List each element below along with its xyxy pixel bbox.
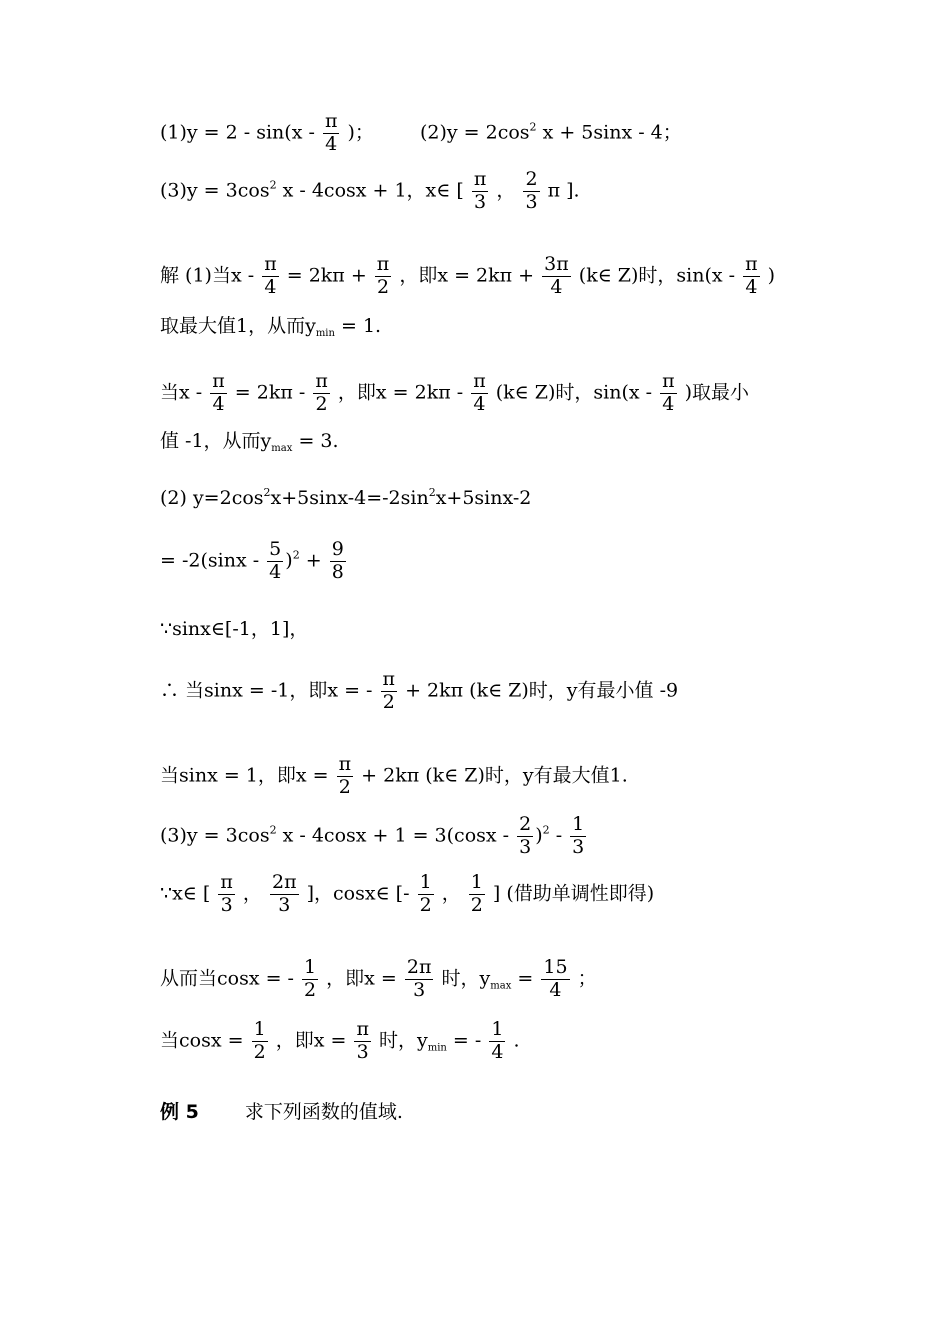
- text: ): [535, 824, 543, 847]
- fraction: [660, 372, 677, 415]
- solution-1-min: [160, 372, 749, 415]
- fraction: [330, 540, 346, 583]
- fraction: [302, 958, 318, 1001]
- denominator: 4: [745, 275, 758, 298]
- fraction: [523, 170, 539, 213]
- superscript: 2: [292, 548, 300, 562]
- fraction: [262, 255, 279, 298]
- fraction: [337, 755, 354, 798]
- fraction: [471, 372, 488, 415]
- numerator: π: [473, 168, 487, 190]
- text: = 1.: [341, 315, 382, 337]
- numerator: 1: [253, 1018, 266, 1040]
- text: ): [285, 549, 293, 572]
- numerator: π: [324, 110, 338, 132]
- text: (2)y = 2cos: [419, 121, 530, 144]
- text: = -: [452, 1029, 482, 1052]
- fraction: [489, 1020, 505, 1063]
- solution-2-range: [160, 620, 308, 639]
- example-text: 求下列函数的值域.: [244, 1101, 403, 1123]
- text: = -2(sinx -: [160, 549, 260, 572]
- superscript: 2: [269, 823, 277, 837]
- text: π ].: [547, 179, 580, 202]
- solution-3-max: [160, 958, 597, 1001]
- fraction: [210, 372, 227, 415]
- text: x + 5sinx - 4；: [542, 121, 682, 144]
- fraction: [270, 873, 299, 916]
- denominator: 3: [572, 835, 585, 858]
- subscript: min: [427, 1042, 447, 1054]
- text: ): [767, 264, 776, 287]
- numerator: 1: [304, 956, 317, 978]
- fraction: [375, 255, 392, 298]
- text: = 3.: [298, 430, 339, 452]
- denominator: 2: [253, 1040, 266, 1063]
- fraction: [517, 815, 533, 858]
- denominator: 2: [470, 893, 483, 916]
- numerator: π: [376, 253, 390, 275]
- numerator: π: [473, 370, 486, 392]
- text: ，: [496, 179, 516, 202]
- fraction: [570, 815, 586, 858]
- text: 时，y: [378, 1029, 428, 1052]
- text: ，即x =: [275, 1029, 347, 1052]
- denominator: 3: [278, 893, 291, 916]
- denominator: 4: [212, 392, 225, 415]
- text: (k∈ Z)时，sin(x -: [578, 264, 736, 287]
- fraction: [541, 958, 569, 1001]
- denominator: 3: [220, 893, 233, 916]
- numerator: 2: [519, 813, 532, 835]
- numerator: 5: [269, 538, 282, 560]
- denominator: 4: [264, 275, 277, 298]
- numerator: π: [662, 370, 675, 392]
- numerator: 1: [572, 813, 585, 835]
- text: ]，cosx∈ [-: [306, 882, 410, 905]
- text: = 2kπ +: [286, 264, 367, 287]
- example-5-heading: [160, 1103, 403, 1122]
- denominator: 3: [525, 190, 538, 213]
- text: ，即x = 2kπ +: [399, 264, 535, 287]
- text: = 2kπ -: [234, 381, 306, 404]
- denominator: 8: [331, 560, 344, 583]
- text: ，: [441, 882, 461, 905]
- denominator: 4: [325, 132, 338, 155]
- fraction: [267, 540, 283, 583]
- text: -: [555, 824, 563, 847]
- text: (3)y = 3cos: [160, 179, 270, 202]
- subscript: max: [490, 980, 512, 992]
- denominator: 2: [315, 392, 328, 415]
- denominator: 3: [356, 1040, 369, 1063]
- superscript: 2: [269, 178, 277, 192]
- text: + 2kπ (k∈ Z)时，y有最小值 -9: [405, 679, 679, 702]
- denominator: 4: [550, 275, 563, 298]
- denominator: 3: [519, 835, 532, 858]
- text: (1)y = 2 - sin(x -: [160, 121, 315, 144]
- fraction: [405, 958, 434, 1001]
- numerator: 2π: [271, 871, 297, 893]
- fraction: [469, 873, 485, 916]
- denominator: 2: [377, 275, 390, 298]
- text: ，即x =: [326, 967, 397, 990]
- text: ，即x = 2kπ -: [337, 381, 464, 404]
- superscript: 2: [542, 823, 550, 837]
- fraction: [743, 255, 760, 298]
- text: 解 (1)当x -: [160, 264, 255, 287]
- fraction: [218, 873, 235, 916]
- numerator: π: [338, 753, 352, 775]
- denominator: 4: [473, 392, 486, 415]
- problem-3: [160, 170, 580, 213]
- text: 取最大值1，从而y: [160, 315, 316, 337]
- text: )；: [347, 121, 374, 144]
- solution-3-transform: [160, 815, 588, 858]
- numerator: π: [745, 253, 758, 275]
- numerator: 9: [331, 538, 344, 560]
- text: + 2kπ (k∈ Z)时，y有最大值1.: [361, 764, 628, 787]
- solution-2-max: [160, 755, 628, 798]
- numerator: 1: [419, 871, 432, 893]
- numerator: π: [220, 871, 233, 893]
- numerator: 3π: [544, 253, 569, 275]
- denominator: 2: [382, 690, 395, 713]
- numerator: π: [315, 370, 328, 392]
- denominator: 4: [491, 1040, 504, 1063]
- text: 当cosx =: [160, 1029, 244, 1052]
- denominator: 3: [474, 190, 487, 213]
- example-label: 例 5: [160, 1101, 199, 1123]
- text: )取最小: [684, 381, 750, 404]
- solution-3-range: [160, 873, 654, 916]
- solution-3-min: [160, 1020, 520, 1063]
- numerator: π: [212, 370, 225, 392]
- numerator: π: [382, 668, 396, 690]
- text: ∴ 当sinx = -1，即x = -: [160, 679, 373, 702]
- text: +: [305, 549, 322, 572]
- denominator: 4: [269, 560, 282, 583]
- solution-1-max: [160, 255, 775, 298]
- fraction: [313, 372, 330, 415]
- numerator: 2: [525, 168, 538, 190]
- numerator: π: [264, 253, 277, 275]
- fraction: [472, 170, 489, 213]
- numerator: 1: [470, 871, 483, 893]
- denominator: 4: [662, 392, 675, 415]
- text: (2) y=2cos: [160, 487, 264, 509]
- numerator: 1: [491, 1018, 504, 1040]
- denominator: 2: [338, 775, 351, 798]
- text: 从而当cosx = -: [160, 967, 294, 990]
- text: .: [513, 1029, 520, 1052]
- text: ] (借助单调性即得): [492, 882, 655, 905]
- solution-2-min: [160, 670, 678, 713]
- fraction: [381, 670, 398, 713]
- numerator: 15: [543, 956, 568, 978]
- text: (k∈ Z)时，sin(x -: [495, 381, 653, 404]
- subscript: min: [315, 328, 335, 339]
- text: 当x -: [160, 381, 203, 404]
- text: 时，y: [441, 967, 491, 990]
- text: 当sinx = 1，即x =: [160, 764, 329, 787]
- fraction: [542, 255, 571, 298]
- text: 值 -1，从而y: [160, 430, 272, 452]
- superscript: 2: [428, 486, 436, 499]
- denominator: 4: [549, 978, 562, 1001]
- fraction: [252, 1020, 268, 1063]
- text: =: [517, 967, 534, 990]
- fraction: [323, 112, 340, 155]
- fraction: [418, 873, 434, 916]
- solution-2-square: [160, 540, 348, 583]
- text: ∵sinx∈[-1，1]，: [160, 618, 309, 640]
- subscript: max: [271, 443, 293, 454]
- text: ；: [577, 967, 597, 990]
- text: (3)y = 3cos: [160, 824, 270, 847]
- fraction: [354, 1020, 371, 1063]
- denominator: 2: [419, 893, 432, 916]
- text: ∵x∈ [: [160, 882, 211, 905]
- text: x+5sinx-4=-2sin: [270, 487, 429, 509]
- text: ，: [242, 882, 262, 905]
- text: x - 4cosx + 1，x∈ [: [282, 179, 464, 202]
- problem-1-2: [160, 112, 682, 155]
- superscript: 2: [263, 486, 271, 499]
- solution-2-transform: [160, 486, 532, 509]
- superscript: 2: [529, 120, 537, 134]
- text: x - 4cosx + 1 = 3(cosx -: [282, 824, 510, 847]
- denominator: 3: [413, 978, 426, 1001]
- solution-1-min-result: [160, 315, 382, 339]
- denominator: 2: [304, 978, 317, 1001]
- text: x+5sinx-2: [435, 487, 532, 509]
- solution-1-max-result: [160, 430, 339, 454]
- numerator: 2π: [406, 956, 432, 978]
- numerator: π: [356, 1018, 369, 1040]
